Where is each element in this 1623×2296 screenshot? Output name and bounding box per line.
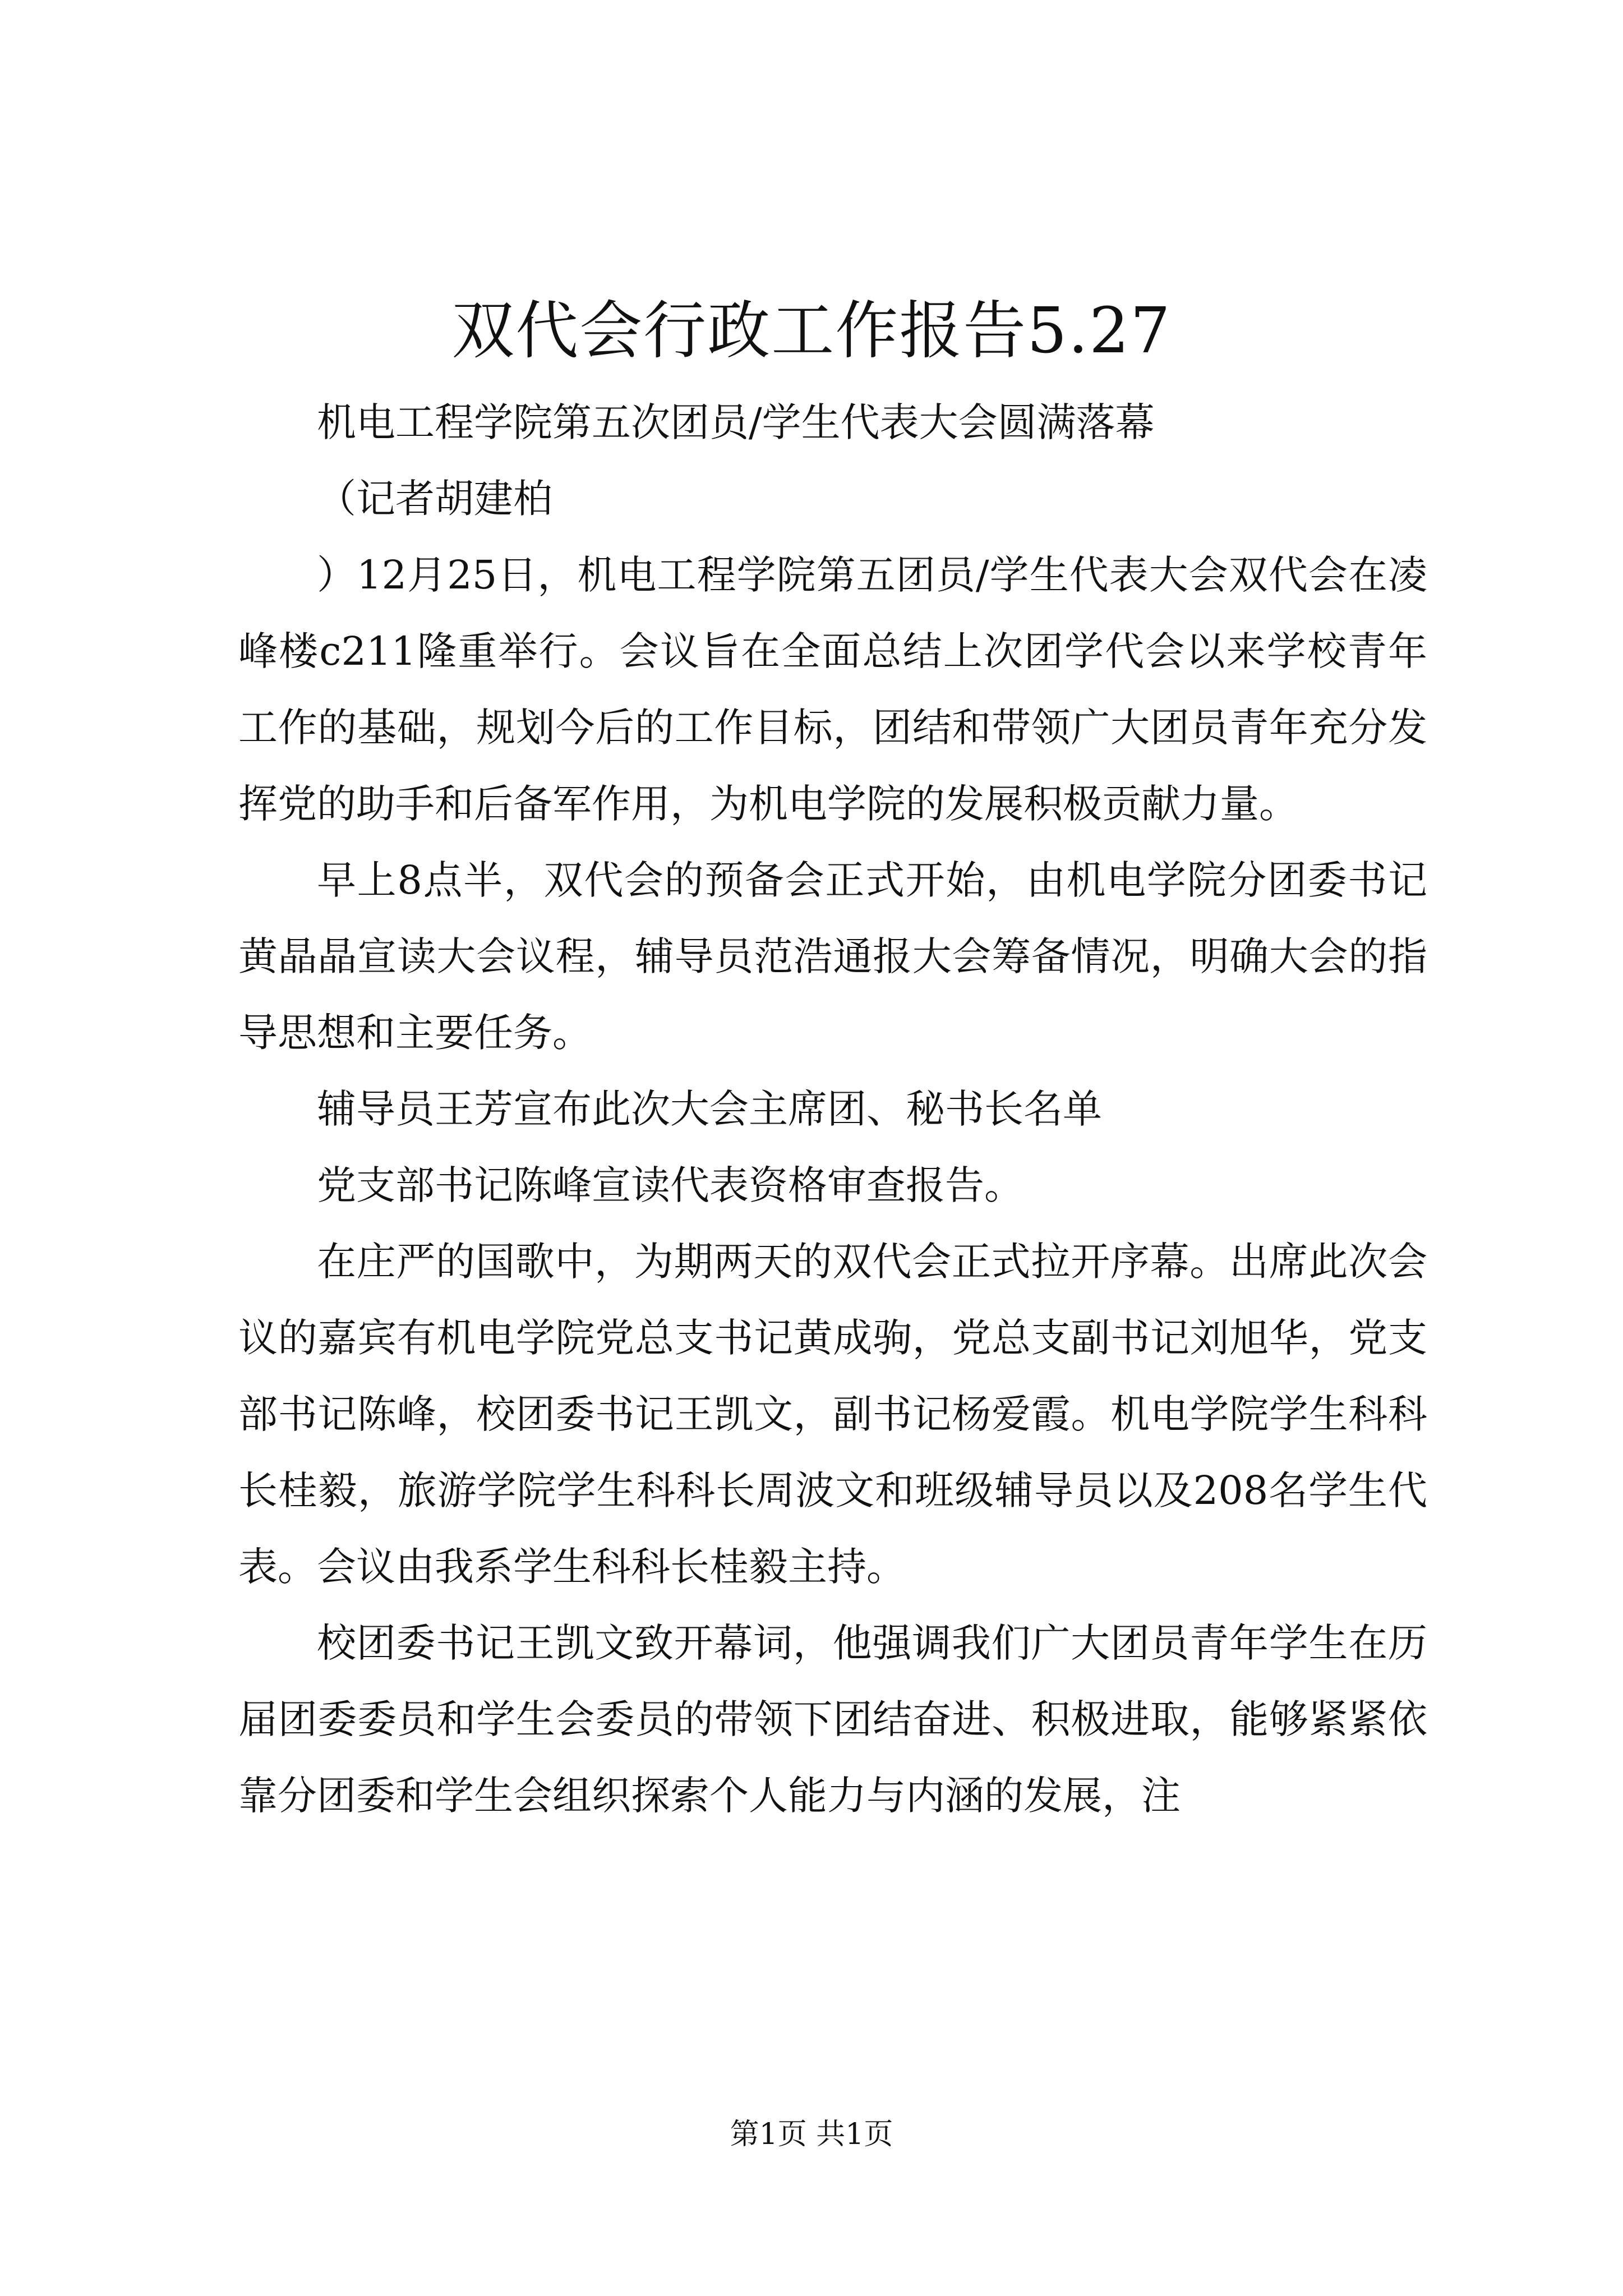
paragraph-guests: 在庄严的国歌中，为期两天的双代会正式拉开序幕。出席此次会议的嘉宾有机电学院党总支书记黄成驹，党总支副书记刘旭华，党支部书记陈峰，校团委书记王凯文，副书记杨爱霞。机电学院学生科科长桂毅，旅游学院学生科科长周波文和班级辅导员以及208名学生代表。会议由我系学生科科长桂毅主持。 xyxy=(238,1239,1427,1590)
document-title: 双代会行政工作报告5.27 xyxy=(451,295,1172,367)
paragraph-presidium: 辅导员王芳宣布此次大会主席团、秘书长名单 xyxy=(317,1086,1102,1132)
paragraph-reporter: （记者胡建柏 xyxy=(317,476,552,522)
paragraph-subtitle: 机电工程学院第五次团员/学生代表大会圆满落幕 xyxy=(317,399,1155,445)
paragraph-opening: ）12月25日，机电工程学院第五团员/学生代表大会双代会在凌峰楼c211隆重举行。会议旨在全面总结上次团学代会以来学校青年工作的基础，规划今后的工作目标，团结和带领广大团员青年充分发挥党的助手和后备军作用，为机电学院的发展积极贡献力量。 xyxy=(238,552,1427,827)
page-footer: 第1页 共1页 xyxy=(730,2118,893,2151)
paragraph-opening-speech: 校团委书记王凯文致开幕词，他强调我们广大团员青年学生在历届团委委员和学生会委员的带领下团结奋进、积极进取，能够紧紧依靠分团委和学生会组织探索个人能力与内涵的发展，注 xyxy=(238,1620,1427,1819)
paragraph-preparatory-meeting: 早上8点半，双代会的预备会正式开始，由机电学院分团委书记黄晶晶宣读大会议程，辅导员范浩通报大会筹备情况，明确大会的指导思想和主要任务。 xyxy=(238,857,1427,1056)
paragraph-qualification: 党支部书记陈峰宣读代表资格审查报告。 xyxy=(317,1162,1023,1208)
document-body xyxy=(238,384,1427,1834)
